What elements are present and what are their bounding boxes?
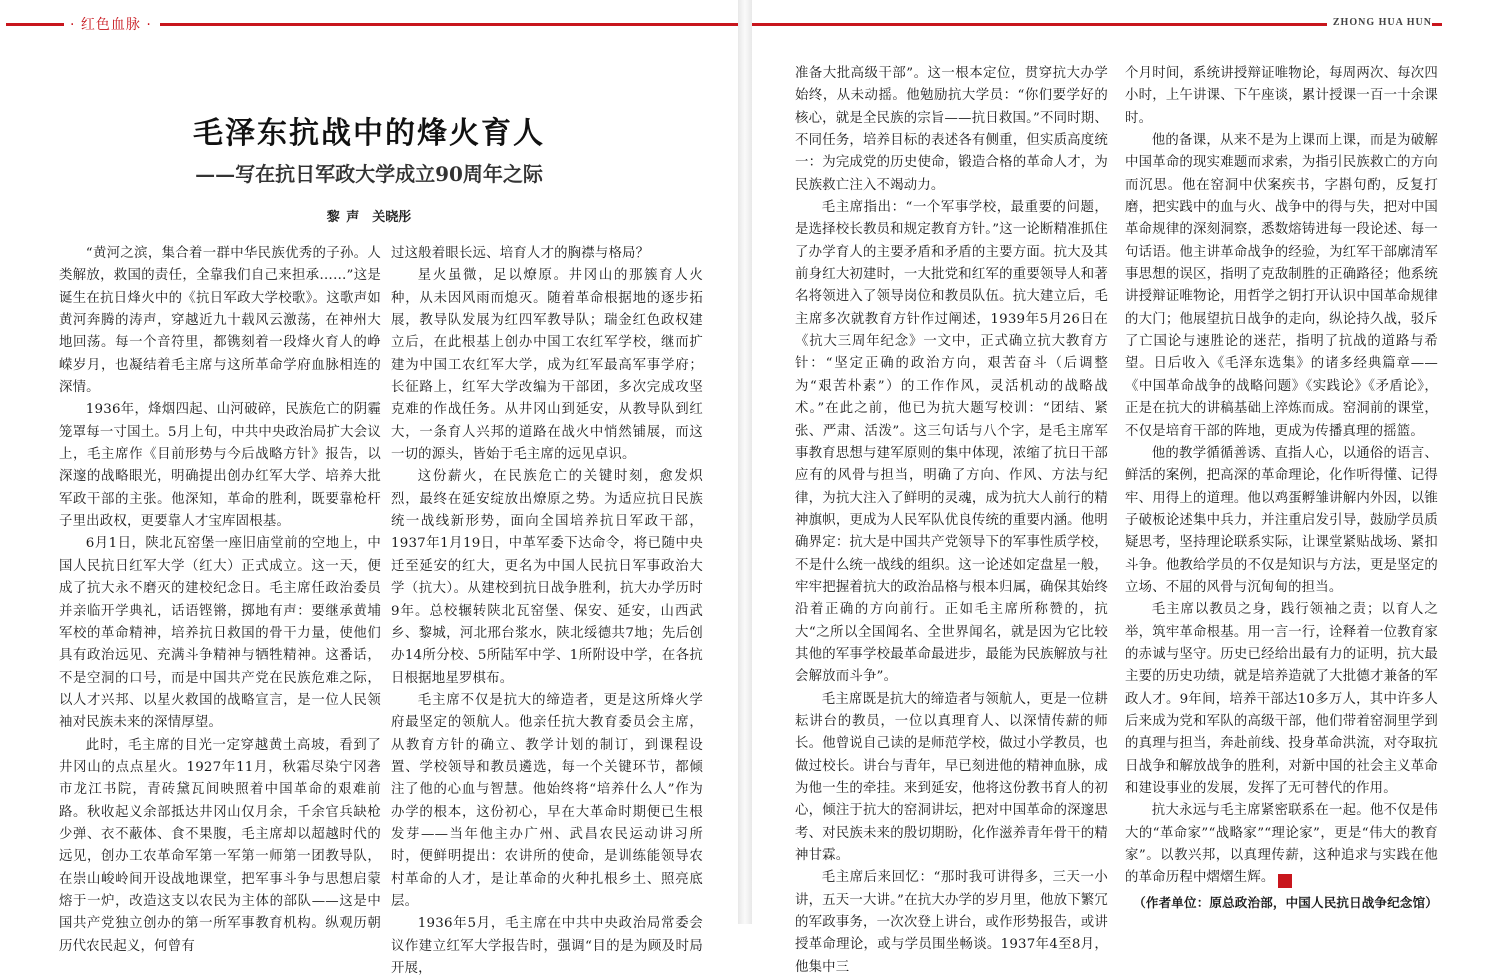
paragraph: “黄河之滨，集合着一群中华民族优秀的子孙。人类解放，救国的责任，全靠我们自己来担承……”这是诞生在抗日烽火中的《抗日军政大学校歌》。这歌声如黄河奔腾的涛声，穿越近九十载风云激荡，在神州大地回荡。每一个音符里，都镌刻着一段烽火育人的峥嵘岁月，也凝结着毛主席与这所革命学府血脉相连的深情。 [59, 246, 381, 396]
article-title: 毛泽东抗战中的烽火育人 [193, 116, 545, 151]
paragraph: 6月1日，陕北瓦窑堡一座旧庙堂前的空地上，中国人民抗日红军大学（红大）正式成立。这一天，便成了抗大永不磨灭的建校纪念日。毛主席任政治委员并亲临开学典礼，话语铿锵，掷地有声：要继承黄埔军校的革命精神，培养抗日救国的骨干力量，使他们具有政治远见、充满斗争精神与牺牲精神。这番话，不是空洞的口号，而是中国共产党在民族危难之际，以人才兴邦、以星火救国的战略宣言，是一位人民领袖对民族未来的深情厚望。 [59, 536, 381, 731]
page-gutter [738, 0, 752, 924]
body-column-1 [59, 243, 381, 958]
author-affiliation: （作者单位：原总政治部，中国人民抗日战争纪念馆） [1133, 894, 1438, 910]
paragraph: 他的备课，从来不是为上课而上课，而是为破解中国革命的现实难题而求索，为指引民族救亡的方向而沉思。他在窑洞中伏案疾书，字斟句酌，反复打磨，把实践中的血与火、战争中的得与失，把对中国革命规律的深刻洞察，悉数熔铸进每一段论述、每一句话语。他主讲革命战争的经验，为红军干部廓清军事思想的误区，指明了克敌制胜的正确路径；他系统讲授辩证唯物论，用哲学之钥打开认识中国革命规律的大门；他展望抗日战争的走向，纵论持久战，驳斥了亡国论与速胜论的迷茫，指明了抗战的道路与希望。日后收入《毛泽东选集》的诸多经典篇章——《中国革命战争的战略问题》《实践论》《矛盾论》，正是在抗大的讲稿基础上淬炼而成。窑洞前的课堂，不仅是培育干部的阵地，更成为传播真理的摇篮。 [1125, 133, 1438, 439]
magazine-brand: ZHONG HUA HUN [1327, 17, 1432, 28]
paragraph: 这份薪火，在民族危亡的关键时刻，愈发炽烈，最终在延安绽放出燎原之势。为适应抗日民族统一战线新形势，面向全国培养抗日军政干部，1937年1月19日，中革军委下达命令，将已随中央迁至延安的红大，更名为中国人民抗日军事政治大学（抗大）。从建校到抗日战争胜利，抗大办学历时9年。总校辗转陕北瓦窑堡、保安、延安，山西武乡、黎城，河北邢台浆水，陕北绥德共7地；先后创办14所分校、5所陆军中学、1所附设中学，在各抗日根据地星罗棋布。 [391, 469, 703, 686]
article-subtitle: ——写在抗日军政大学成立90周年之际 [195, 162, 543, 186]
left-page [0, 0, 738, 976]
final-paragraph-text: 抗大永远与毛主席紧密联系在一起。他不仅是伟大的“革命家”“战略家”“理论家”，更是“伟大的教育家”。以教兴邦，以真理传薪，这种追求与实践在他的革命历程中熠熠生辉。 [1125, 803, 1438, 886]
end-mark-icon: 中 [1278, 874, 1292, 888]
paragraph: 毛主席既是抗大的缔造者与领航人，更是一位耕耘讲台的教员，一位以真理育人、以深情传薪的师长。他曾说自己读的是师范学校，做过小学教员，也做过校长。讲台与青年，早已刻进他的精神血脉，成为他一生的牵挂。来到延安，他将这份教书育人的初心，倾注于抗大的窑洞讲坛，把对中国革命的深邃思考、对民族未来的殷切期盼，化作滋养青年骨干的精神甘霖。 [795, 691, 1108, 864]
paragraph: 毛主席指出：“一个军事学校，最重要的问题，是选择校长教员和规定教育方针。”这一论断精准抓住了办学育人的主要矛盾和矛盾的主要方面。抗大及其前身红大初建时，一大批党和红军的重要领导人和著名将领进入了领导岗位和教员队伍。抗大建立后，毛主席多次就教育方针作过阐述，1939年5月26日在《抗大三周年纪念》一文中，正式确立抗大教育方针：“坚定正确的政治方向，艰苦奋斗（后调整为“艰苦朴素”）的工作作风，灵活机动的战略战术。”在此之前，他已为抗大题写校训：“团结、紧张、严肃、活泼”。这三句话与八个字，是毛主席军事教育思想与建军原则的集中体现，浓缩了抗日干部应有的风骨与担当，明确了方向、作风、方法与纪律，为抗大注入了鲜明的灵魂，成为抗大人前行的精神旗帜，更成为人民军队优良传统的重要内涵。他明确界定：抗大是中国共产党领导下的军事性质学校，不是什么统一战线的组织。这一论述如定盘星一般，牢牢把握着抗大的政治品格与根本归属，确保其始终沿着正确的方向前行。正如毛主席所称赞的，抗大“之所以全国闻名、全世界闻名，就是因为它比较其他的军事学校最革命最进步，最能为民族解放与社会解放而斗争”。 [795, 200, 1108, 685]
paragraph-continued: 个月时间，系统讲授辩证唯物论，每周两次、每次四小时，上午讲课、下午座谈，累计授课一百一十余课时。 [1125, 66, 1438, 126]
body-column-2 [391, 243, 703, 980]
body-column-3 [795, 63, 1108, 979]
header-rule-right [160, 23, 738, 26]
header-rule-left [6, 23, 69, 26]
paragraph: 毛主席不仅是抗大的缔造者，更是这所烽火学府最坚定的领航人。他亲任抗大教育委员会主席，从教育方针的确立、教学计划的制订，到课程设置、学校领导和教员遴选，每一个关键环节，都倾注了他的心血与智慧。他始终将“培养什么人”作为办学的根本，这份初心，早在大革命时期便已生根发芽——当年他主办广州、武昌农民运动讲习所时，便鲜明提出：农讲所的使命，是训练能领导农村革命的人才，是让革命的火种扎根乡土、照亮底层。 [391, 692, 703, 909]
paragraph: 毛主席以教员之身，践行领袖之责；以育人之举，筑牢革命根基。用一言一行，诠释着一位教育家的赤诚与坚守。历史已经给出最有力的证明，抗大最主要的历史功绩，就是培养造就了大批德才兼备的军政人才。9年间，培养干部达10多万人，其中许多人后来成为党和军队的高级干部，他们带着窑洞里学到的真理与担当，奔赴前线、投身革命洪流，对夺取抗日战争和解放战争的胜利，对新中国的社会主义革命和建设事业的发展，发挥了无可替代的作用。 [1125, 602, 1438, 796]
paragraph-final [1125, 800, 1438, 889]
article-authors: 黎 声 关晓彤 [326, 210, 412, 225]
paragraph: 毛主席后来回忆：“那时我可讲得多，三天一小讲，五天一大讲。”在抗大办学的岁月里，他放下繁冗的军政事务，一次次登上讲台，或作形势报告，或讲授革命理论，或与学员围坐畅谈。1937年4至8月，他集中三 [795, 870, 1108, 975]
paragraph: 星火虽微，足以燎原。井冈山的那簇育人火种，从未因风雨而熄灭。随着革命根据地的逐步拓展，教导队发展为红四军教导队；瑞金红色政权建立后，在此根基上创办中国工农红军学校，继而扩建为中国工农红军大学，成为红军最高军事学府；长征路上，红军大学改编为干部团，多次完成攻坚克难的作战任务。从井冈山到延安，从教导队到红大，一条育人兴邦的道路在战火中悄然铺展，而这一切的源头，皆始于毛主席的远见卓识。 [391, 268, 703, 463]
paragraph: 他的教学循循善诱、直指人心，以通俗的语言、鲜活的案例，把高深的革命理论，化作听得懂、记得牢、用得上的道理。他以鸡蛋孵雏讲解内外因，以锥子破板论述集中兵力，并注重启发引导，鼓励学员质疑思考，坚持理论联系实际，让课堂紧贴战场、紧扣斗争。他教给学员的不仅是知识与方法，更是坚定的立场、不屈的风骨与沉甸甸的担当。 [1125, 445, 1438, 595]
paragraph: 1936年5月，毛主席在中共中央政治局常委会议作建立红军大学报告时，强调“目的是为顾及时局开展， [391, 916, 703, 976]
section-tag: · 红色血脉 · [64, 14, 158, 34]
paragraph-continued: 准备大批高级干部”。这一根本定位，贯穿抗大办学始终，从未动摇。他勉励抗大学员：“你们要学好的核心，就是全民族的宗旨——抗日救国。”不同时期、不同任务，培养目标的表述各有侧重，但实质高度统一：为完成党的历史使命，锻造合格的革命人才，为民族救亡注入不竭动力。 [795, 66, 1108, 193]
paragraph: 1936年，烽烟四起、山河破碎，民族危亡的阴霾笼罩每一寸国土。5月上旬，中共中央政治局扩大会议上，毛主席作《目前形势与今后战略方针》报告，以深邃的战略眼光，明确提出创办红军大学、培养大批军政干部的主张。他深知，革命的胜利，既要靠枪杆子里出政权，更要靠人才宝库固根基。 [59, 402, 381, 530]
paragraph: 此时，毛主席的目光一定穿越黄土高坡，看到了井冈山的点点星火。1927年11月，秋霜尽染宁冈砻市龙江书院，青砖黛瓦间映照着中国革命的艰难前路。秋收起义余部抵达井冈山仅月余，千余官兵缺枪少弹、衣不蔽体、食不果腹，毛主席却以超越时代的远见，创办工农革命军第一军第一师第一团教导队，在崇山峻岭间开设战地课堂，把军事斗争与思想启蒙熔于一炉，改造这支以农民为主体的部队——这是中国共产党独立创办的第一所军事教育机构。纵观历朝历代农民起义，何曾有 [59, 737, 381, 954]
right-page [752, 0, 1490, 975]
body-column-4 [1125, 63, 1438, 914]
paragraph-continued: 过这般着眼长远、培育人才的胸襟与格局？ [391, 246, 650, 261]
